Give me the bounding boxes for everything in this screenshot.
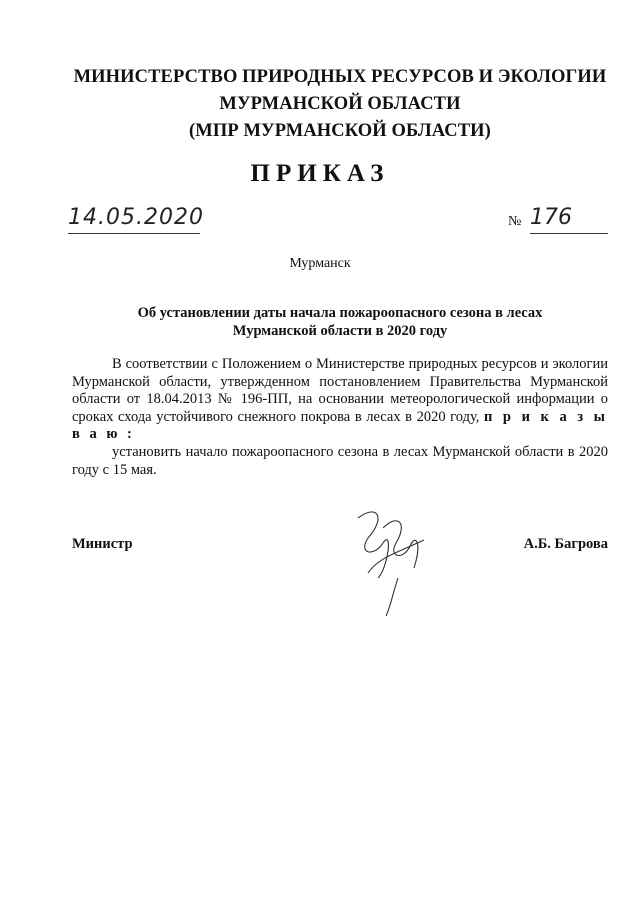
body-paragraph-1 xyxy=(72,356,608,444)
city: Мурманск xyxy=(289,256,351,271)
order-body xyxy=(72,356,608,479)
body-paragraph-2: установить начало пожароопасного сезона в лесах Мурманской области в 2020 году с 15 мая. xyxy=(72,443,608,478)
subject-line-1: Об установлении даты начала пожароопасного сезона в лесах xyxy=(137,305,543,321)
order-number: 176 xyxy=(530,203,608,234)
order-subject xyxy=(60,304,620,340)
body-paragraph-1-text: В соответствии с Положением о Министерстве природных ресурсов и экологии Мурманской области, утвержденном постановлением Правительства Мурманской области от 18.04.2013 № 196-ПП, на основании метеорологической информации о сроках схода устойчивого снежного покрова в лесах в 2020 году, xyxy=(72,356,608,425)
subject-line-2: Мурманской области в 2020 году xyxy=(232,323,448,339)
ministry-header xyxy=(60,64,620,145)
prikazyvayu-word: п р и к а з ы в а ю : xyxy=(72,408,609,443)
header-line-1: МИНИСТЕРСТВО ПРИРОДНЫХ РЕСУРСОВ И ЭКОЛОГИИ xyxy=(73,67,607,87)
order-date: 14.05.2020 xyxy=(68,203,200,234)
document-type-title: ПРИКАЗ xyxy=(250,160,390,187)
header-line-2: МУРМАНСКОЙ ОБЛАСТИ xyxy=(219,94,461,114)
header-line-3: (МПР МУРМАНСКОЙ ОБЛАСТИ) xyxy=(189,121,491,141)
signer-name: А.Б. Багрова xyxy=(523,536,608,552)
handwritten-signature xyxy=(338,498,448,618)
signer-position: Министр xyxy=(72,536,133,552)
number-sign: № xyxy=(508,214,522,229)
